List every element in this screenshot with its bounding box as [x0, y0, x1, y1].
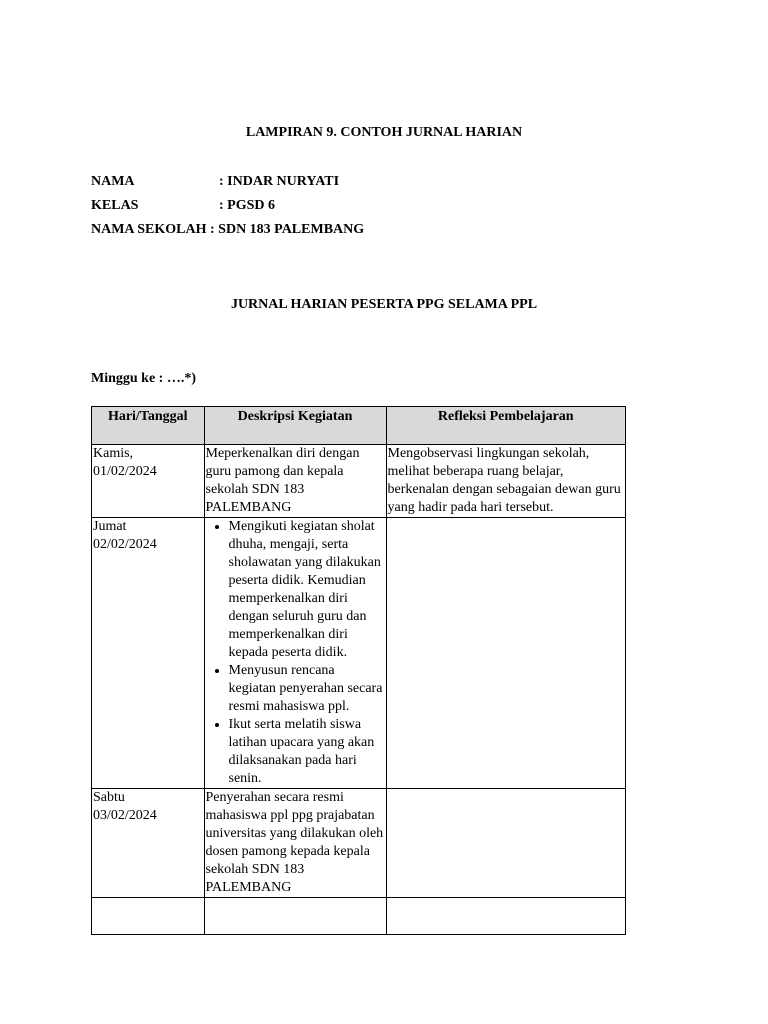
- activity-list: [206, 518, 385, 788]
- reflection-cell: [386, 518, 626, 789]
- table-row: [92, 518, 626, 789]
- list-item: • Ikut serta melatih siswa latihan upacara yang akan dilaksanakan pada hari senin.: [229, 716, 385, 788]
- header-hari-tanggal: Hari/Tanggal: [92, 407, 205, 445]
- document-title: LAMPIRAN 9. CONTOH JURNAL HARIAN: [245, 125, 523, 140]
- date-text: 03/02/2024: [93, 808, 157, 823]
- reflection-cell: [386, 789, 626, 898]
- table-header-row: [92, 407, 626, 445]
- nama-label: NAMA: [91, 174, 135, 189]
- list-item: • Menyusun rencana kegiatan penyerahan secara resmi mahasiswa ppl.: [229, 662, 385, 716]
- info-kelas: [91, 198, 275, 214]
- description-cell: [204, 518, 386, 789]
- description-cell: Meperkenalkan diri dengan guru pamong dan kepala sekolah SDN 183 PALEMBANG: [204, 445, 386, 518]
- journal-table: [91, 406, 626, 935]
- day-text: Kamis,: [93, 446, 134, 461]
- sekolah-label: NAMA SEKOLAH: [91, 222, 207, 237]
- date-cell: [92, 789, 205, 898]
- table-row: [92, 789, 626, 898]
- description-cell: [204, 898, 386, 935]
- section-title: JURNAL HARIAN PESERTA PPG SELAMA PPL: [230, 297, 538, 312]
- date-cell: [92, 445, 205, 518]
- date-text: 01/02/2024: [93, 464, 157, 479]
- table-row: [92, 898, 626, 935]
- table-row: [92, 445, 626, 518]
- day-text: Jumat: [93, 519, 127, 534]
- info-sekolah: [91, 222, 364, 238]
- date-text: 02/02/2024: [93, 537, 157, 552]
- header-deskripsi: Deskripsi Kegiatan: [204, 407, 386, 445]
- info-nama: [91, 174, 339, 190]
- nama-value: : INDAR NURYATI: [219, 174, 340, 189]
- kelas-label: KELAS: [91, 198, 139, 213]
- description-cell: Penyerahan secara resmi mahasiswa ppl ppg prajabatan universitas yang dilakukan oleh dosen pamong kepada kepala sekolah SDN 183 PALEMBANG: [204, 789, 386, 898]
- sekolah-value: : SDN 183 PALEMBANG: [210, 222, 365, 237]
- kelas-value: : PGSD 6: [219, 198, 275, 213]
- list-item: • Mengikuti kegiatan sholat dhuha, mengaji, serta sholawatan yang dilakukan peserta didik. Kemudian memperkenalkan diri dengan seluruh guru dan memperkenalkan diri kepada peserta didik.: [229, 518, 385, 662]
- header-refleksi: Refleksi Pembelajaran: [386, 407, 626, 445]
- reflection-cell: Mengobservasi lingkungan sekolah, melihat beberapa ruang belajar, berkenalan dengan sebagaian dewan guru yang hadir pada hari tersebut.: [386, 445, 626, 518]
- week-label: Minggu ke : ….*): [91, 371, 196, 386]
- day-text: Sabtu: [93, 790, 125, 805]
- date-cell: [92, 898, 205, 935]
- reflection-cell: [386, 898, 626, 935]
- date-cell: [92, 518, 205, 789]
